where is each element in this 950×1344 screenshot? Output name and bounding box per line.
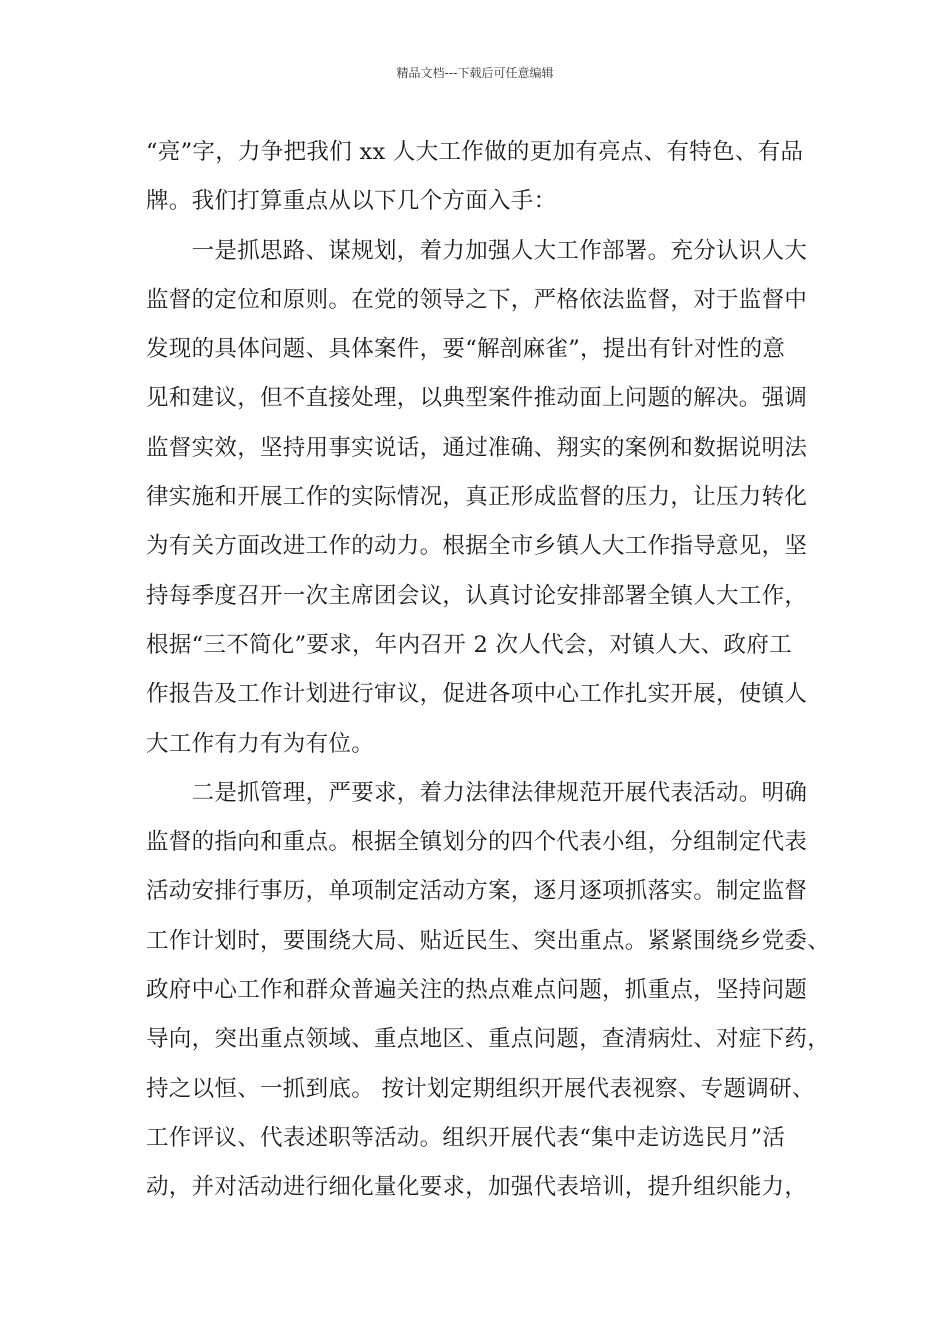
text-line: 监督的定位和原则。在党的领导之下，严格依法监督，对于监督中 xyxy=(146,286,808,313)
text-line: 导向，突出重点领域、重点地区、重点问题，查清病灶、对症下药， xyxy=(146,1026,831,1053)
text-line: 监督实效，坚持用事实说话，通过准确、翔实的案例和数据说明法 xyxy=(146,434,808,461)
text-line: 大工作有力有为有位。 xyxy=(146,730,375,757)
text-line: 监督的指向和重点。根据全镇划分的四个代表小组，分组制定代表 xyxy=(146,829,808,856)
text-line: 一是抓思路、谋规划，着力加强人大工作部署。充分认识人大 xyxy=(146,237,808,264)
text-line: 持之以恒、一抓到底。 按计划定期组织开展代表视察、专题调研、 xyxy=(146,1075,815,1102)
text-line: 发现的具体问题、具体案件，要“解剖麻雀”，提出有针对性的意 xyxy=(146,336,786,363)
text-line: 二是抓管理，严要求，着力法律法律规范开展代表活动。明确 xyxy=(146,779,808,806)
text-line: 政府中心工作和群众普遍关注的热点难点问题，抓重点，坚持问题 xyxy=(146,977,808,1004)
text-line: 牌。我们打算重点从以下几个方面入手： xyxy=(146,188,557,215)
text-line: 见和建议，但不直接处理，以典型案件推动面上问题的解决。强调 xyxy=(146,385,808,412)
text-line: 工作评议、代表述职等活动。组织开展代表“集中走访选民月”活 xyxy=(146,1124,786,1151)
page-header: 精品文档---下载后可任意编辑 xyxy=(396,66,554,80)
text-line: “亮”字，力争把我们 xx 人大工作做的更加有亮点、有特色、有品 xyxy=(146,139,804,165)
text-line: 作报告及工作计划进行审议，促进各项中心工作扎实开展，使镇人 xyxy=(146,681,808,708)
text-line: 动，并对活动进行细化量化要求，加强代表培训，提升组织能力， xyxy=(146,1174,808,1201)
text-line: 持每季度召开一次主席团会议，认真讨论安排部署全镇人大工作， xyxy=(146,582,808,609)
text-line: 为有关方面改进工作的动力。根据全市乡镇人大工作指导意见，坚 xyxy=(146,533,808,560)
text-line: 根据“三不简化”要求，年内召开 2 次人代会，对镇人大、政府工 xyxy=(146,631,792,658)
text-line: 律实施和开展工作的实际情况，真正形成监督的压力，让压力转化 xyxy=(146,484,808,511)
text-line: 活动安排行事历，单项制定活动方案，逐月逐项抓落实。制定监督 xyxy=(146,878,808,905)
text-line: 工作计划时，要围绕大局、贴近民生、突出重点。紧紧围绕乡党委、 xyxy=(146,927,831,954)
document-body xyxy=(146,132,831,1217)
